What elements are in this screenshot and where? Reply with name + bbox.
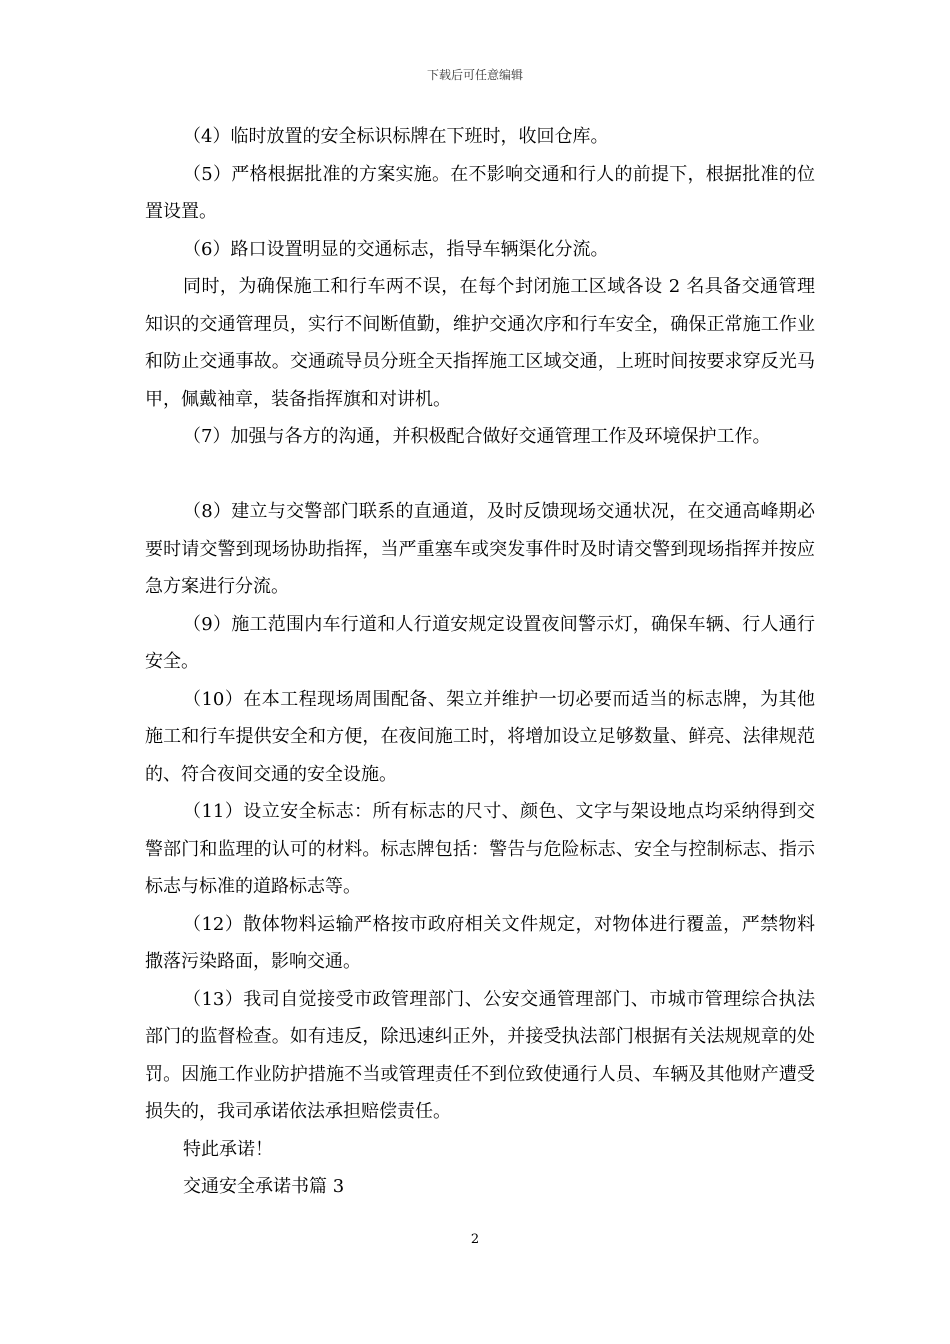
- paragraph-item-9: （9）施工范围内车行道和人行道安规定设置夜间警示灯，确保车辆、行人通行安全。: [145, 613, 815, 672]
- paragraph-item-11: （11）设立安全标志：所有标志的尺寸、颜色、文字与架设地点均采纳得到交警部门和监理的认可的材料。标志牌包括：警告与危险标志、安全与控制标志、指示标志与标准的道路标志等。: [145, 801, 815, 897]
- next-section-title: 交通安全承诺书篇 3: [183, 1176, 345, 1197]
- paragraph-traffic-managers: 同时，为确保施工和行车两不误，在每个封闭施工区域各设 2 名具备交通管理知识的交通管理员，实行不间断值勤，维护交通次序和行车安全，确保正常施工作业和防止交通事故。交通疏导员分班全天指挥施工区域交通，上班时间按要求穿反光马甲，佩戴袖章，装备指挥旗和对讲机。: [145, 276, 815, 410]
- paragraph-item-10: （10）在本工程现场周围配备、架立并维护一切必要而适当的标志牌，为其他施工和行车提供安全和方便，在夜间施工时，将增加设立足够数量、鲜亮、法律规范的、符合夜间交通的安全设施。: [145, 688, 815, 785]
- paragraph-item-5: （5）严格根据批准的方案实施。在不影响交通和行人的前提下，根据批准的位置设置。: [145, 163, 815, 222]
- closing-statement: 特此承诺！: [183, 1138, 273, 1160]
- paragraph-item-8: （8）建立与交警部门联系的直通道，及时反馈现场交通状况，在交通高峰期必要时请交警到现场协助指挥，当严重塞车或突发事件时及时请交警到现场指挥并按应急方案进行分流。: [145, 501, 815, 597]
- paragraph-item-13: （13）我司自觉接受市政管理部门、公安交通管理部门、市城市管理综合执法部门的监督检查。如有违反，除迅速纠正外，并接受执法部门根据有关法规规章的处罚。因施工作业防护措施不当或管理责任不到位致使通行人员、车辆及其他财产遭受损失的，我司承诺依法承担赔偿责任。: [145, 988, 815, 1122]
- paragraph-item-4: （4）临时放置的安全标识标牌在下班时，收回仓库。: [183, 126, 609, 147]
- page-header: 下载后可任意编辑: [426, 68, 523, 82]
- page-number: 2: [470, 1232, 480, 1247]
- paragraph-item-7: （7）加强与各方的沟通，并积极配合做好交通管理工作及环境保护工作。: [183, 426, 771, 447]
- paragraph-item-6: （6）路口设置明显的交通标志，指导车辆渠化分流。: [183, 238, 609, 260]
- paragraph-item-12: （12）散体物料运输严格按市政府相关文件规定，对物体进行覆盖，严禁物料撒落污染路面，影响交通。: [145, 913, 815, 972]
- document-body: [145, 118, 815, 1206]
